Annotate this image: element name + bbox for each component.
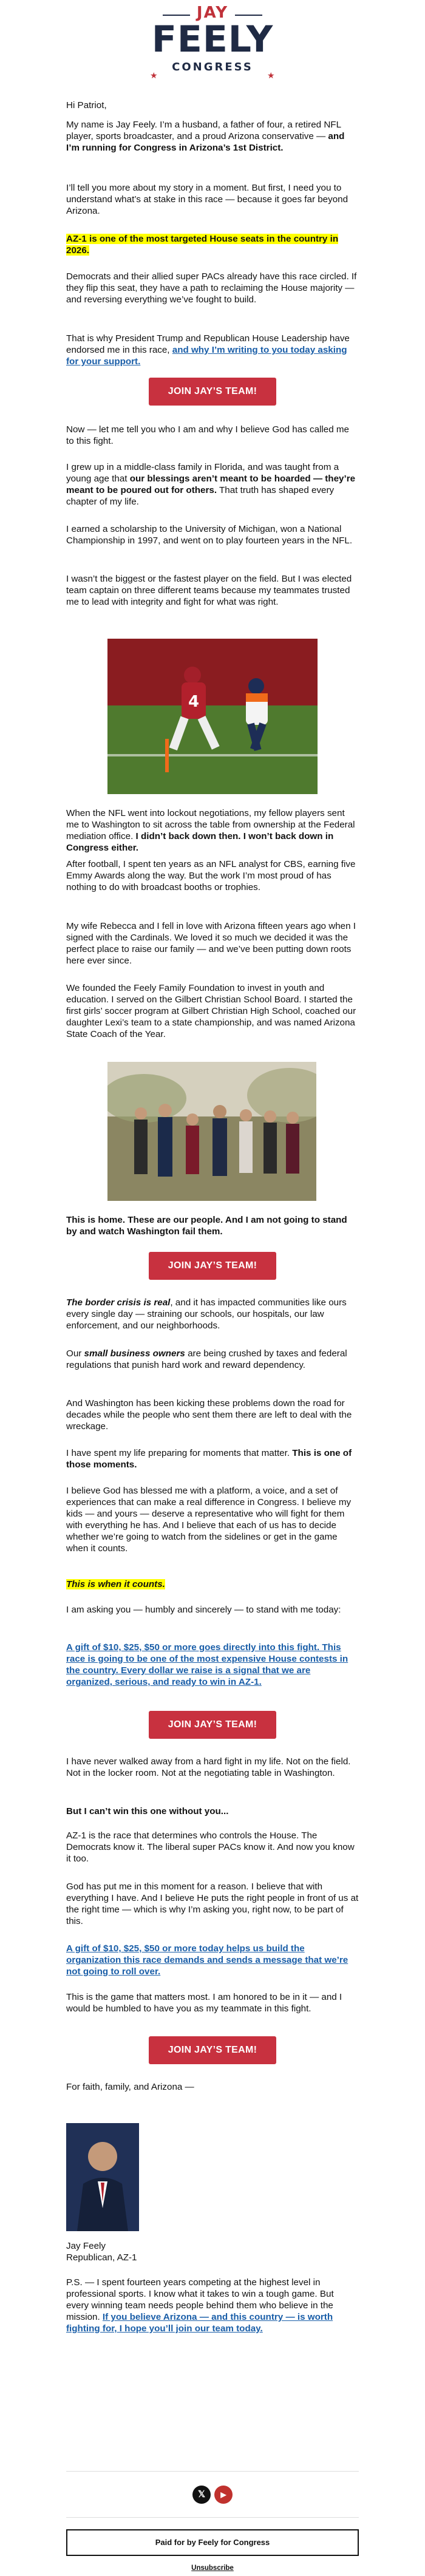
cant-win-paragraph: But I can’t win this one without you...: [66, 1806, 229, 1816]
signature-name: Jay Feely: [66, 2241, 106, 2251]
cbs-paragraph: After football, I spent ten years as an NFL analyst for CBS, earning five Emmy Awards along the way. But the work I’m most proud of has nothing to do with broadcast booths or trophies.: [66, 859, 356, 892]
small-business-paragraph: Our small business owners are being crushed by taxes and federal regulations that punish hard work and reward dependency.: [66, 1348, 347, 1370]
star-icon: ★: [150, 70, 158, 80]
highlight-az1: AZ-1 is one of the most targeted House seats in the country in 2026.: [66, 234, 339, 256]
join-team-button[interactable]: JOIN JAY’S TEAM!: [149, 1252, 276, 1280]
donate-link[interactable]: A gift of $10, $25, $50 or more today helps us build the organization this race demands and sends a message that we’re not going to roll over.: [66, 1943, 348, 1977]
stakes-paragraph: I’ll tell you more about my story in a moment. But first, I need you to understand what’s at stake in this race — because it goes far beyond Arizona.: [66, 183, 348, 216]
highlight-counts: This is when it counts.: [66, 1579, 165, 1589]
game-paragraph: This is the game that matters most. I am honored to be in it — and I would be humbled to have you as my teammate in this fight.: [66, 1992, 342, 2014]
never-walked-paragraph: I have never walked away from a hard fight in my life. Not on the field. Not in the locker room. Not at the negotiating table in Washington.: [66, 1756, 351, 1778]
logo-jay-text: JAY: [196, 4, 229, 22]
foundation-paragraph: We founded the Feely Family Foundation to invest in youth and education. I served on the Gilbert Christian School Board. I started the first girls’ soccer program at Gilbert Christian High School, coached our daughter Lexi’s team to a state championship, and was named Arizona State Coach of the Year.: [66, 983, 356, 1039]
captain-paragraph: I wasn’t the biggest or the fastest player on the field. But I was elected team captain on three different teams because my teammates trusted me to lead with integrity and fight for what was right.: [66, 574, 352, 607]
candidate-portrait: [66, 2123, 139, 2231]
logo-feely-text: FEELY: [151, 18, 274, 61]
signature-block: [66, 2240, 359, 2263]
campaign-logo: [0, 0, 425, 85]
youtube-icon[interactable]: ▶: [214, 2486, 233, 2504]
support-link[interactable]: and why I’m writing to you today asking for your support.: [66, 345, 347, 367]
lockout-paragraph: When the NFL went into lockout negotiations, my fellow players sent me to Washington to sit across the table from ownership at the Federal mediation office. I didn’t back down then. I won’t back down in Congress either.: [66, 808, 355, 853]
upbringing-paragraph: I grew up in a middle-class family in Florida, and was taught from a young age that our blessings aren’t meant to be hoarded — they’re meant to be poured out for others. That truth has shaped every chapter of my life.: [66, 462, 356, 507]
god-moment-paragraph: God has put me in this moment for a reason. I believe that with everything I have. And I believe He puts the right people in front of us at the right time — which is why I’m asking you, right now, to be part of this.: [66, 1881, 359, 1926]
greeting: Hi Patriot,: [66, 100, 107, 110]
democrats-paragraph: Democrats and their allied super PACs already have this race circled. If they flip this seat, they have a path to reclaiming the House majority — and reversing everything we’ve fought to build.: [66, 271, 357, 305]
scholarship-paragraph: I earned a scholarship to the University of Michigan, won a National Championship in 1997, and went on to play fourteen years in the NFL.: [66, 524, 353, 546]
called-paragraph: Now — let me tell you who I am and why I believe God has called me to this fight.: [66, 424, 349, 446]
join-team-button[interactable]: JOIN JAY’S TEAM!: [149, 2036, 276, 2064]
logo-congress-text: CONGRESS: [172, 61, 253, 73]
join-team-button[interactable]: JOIN JAY’S TEAM!: [149, 1711, 276, 1739]
endorsement-paragraph: That is why President Trump and Republican House Leadership have endorsed me in this race, and why I’m writing to you today asking for your support.: [66, 333, 350, 367]
paid-for-disclaimer: Paid for by Feely for Congress: [66, 2529, 359, 2556]
gift-link-paragraph-2: [66, 1943, 359, 1977]
ps-paragraph: P.S. — I spent fourteen years competing at the highest level in professional sports. I know what it takes to win a tough game. But every winning team needs people behind them who believe in the mission. If you believe Arizona — and this country — is worth fighting for, I hope you’ll join our team today.: [66, 2277, 334, 2334]
star-icon: ★: [267, 70, 275, 80]
arizona-paragraph: My wife Rebecca and I fell in love with Arizona fifteen years ago when I signed with the Cardinals. We loved it so much we decided it was the perfect place to raise our family — and we’ve been putting down roots here ever since.: [66, 921, 356, 966]
asking-paragraph: I am asking you — humbly and sincerely — to stand with me today:: [66, 1605, 341, 1615]
gift-link-paragraph: [66, 1642, 359, 1688]
svg-text:4: 4: [188, 693, 200, 711]
moments-paragraph: I have spent my life preparing for moments that matter. This is one of those moments.: [66, 1448, 352, 1470]
washington-paragraph: And Washington has been kicking these problems down the road for decades while the people who sent them there are left to deal with the wreckage.: [66, 1398, 352, 1432]
donate-link[interactable]: A gift of $10, $25, $50 or more goes directly into this fight. This race is going to be one of the most expensive House contests in the country. Every dollar we raise is a signal that we are organized, serious, and ready to win in AZ-1.: [66, 1642, 348, 1687]
sign-off: For faith, family, and Arizona —: [66, 2082, 194, 2092]
footer-divider: [66, 2471, 359, 2472]
intro-paragraph: My name is Jay Feely. I’m a husband, a father of four, a retired NFL player, sports broadcaster, and a proud Arizona conservative — and I’m running for Congress in Arizona’s 1st District.: [66, 120, 345, 153]
signature-title: Republican, AZ-1: [66, 2252, 137, 2263]
footer-divider: [66, 2517, 359, 2518]
join-team-button[interactable]: JOIN JAY’S TEAM!: [149, 378, 276, 406]
controls-house-paragraph: AZ-1 is the race that determines who controls the House. The Democrats know it. The liberal super PACs know it. And now you know it too.: [66, 1830, 355, 1864]
border-paragraph: The border crisis is real, and it has impacted communities like ours every single day — straining our schools, our hospitals, our law enforcement, and our neighborhoods.: [66, 1297, 347, 1331]
football-action-photo: [107, 639, 318, 794]
home-paragraph: This is home. These are our people. And I am not going to stand by and watch Washington fail them.: [66, 1215, 347, 1237]
platform-paragraph: I believe God has blessed me with a platform, a voice, and a set of experiences that can make a real difference in Congress. I believe my kids — and yours — deserve a representative who will fight for them with everything he has. And I believe that each of us has to decide whether we’re going to watch from the sidelines or get in the game when it counts.: [66, 1486, 352, 1554]
unsubscribe-link[interactable]: Unsubscribe: [191, 2564, 234, 2572]
family-photo: [107, 1062, 316, 1201]
x-icon[interactable]: 𝕏: [192, 2486, 211, 2504]
ps-join-link[interactable]: If you believe Arizona — and this country — is worth fighting for, I hope you’ll join our team today.: [66, 2312, 333, 2334]
